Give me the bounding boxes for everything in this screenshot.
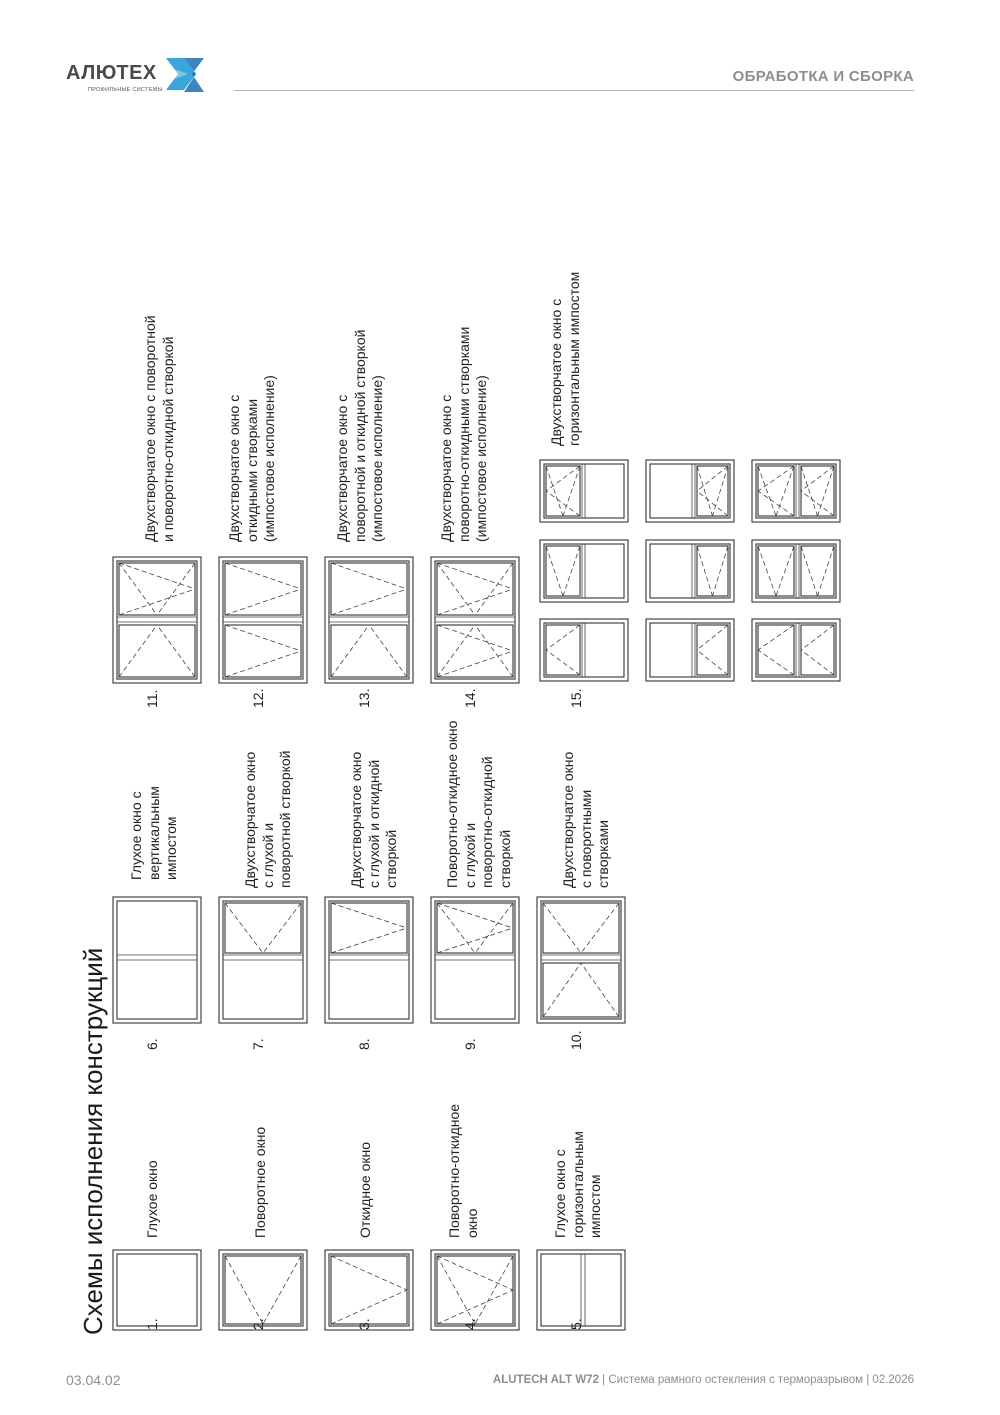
opening-line [758, 650, 794, 675]
window-sash [546, 625, 580, 675]
window-sash [225, 1256, 301, 1324]
window-sash [758, 625, 794, 675]
opening-line [776, 466, 794, 516]
opening-line [225, 903, 263, 953]
opening-line [225, 563, 301, 589]
window-frame-inner [650, 544, 730, 598]
item-number: 8. [356, 1038, 372, 1050]
window-frame [646, 619, 734, 681]
opening-line [437, 625, 475, 677]
item-number: 6. [144, 1038, 160, 1050]
window-sash [543, 963, 619, 1017]
item-label: Двухстворчатое окно с поворотными створками [560, 751, 611, 888]
opening-line [437, 563, 513, 589]
window-frame-inner [544, 464, 624, 518]
opening-line [801, 491, 834, 516]
window-sash [331, 903, 407, 953]
opening-line [437, 563, 475, 615]
item-number: 15. [568, 688, 584, 708]
window-frame-inner [435, 561, 515, 679]
window-frame-inner [223, 561, 303, 679]
opening-line [818, 546, 835, 596]
window-sash [225, 903, 301, 953]
footer-product: ALUTECH ALT W72 [492, 1374, 599, 1386]
window-frame [540, 460, 628, 522]
window-sash [758, 466, 794, 516]
opening-line [475, 903, 513, 953]
opening-line [157, 563, 195, 615]
opening-line [225, 589, 301, 615]
window-sash [546, 466, 580, 516]
window-sash [697, 546, 728, 596]
item-label: Двухстворчатое окно с поворотно-откидными створками (импостовое исполнение) [438, 326, 489, 542]
opening-line [697, 546, 713, 596]
opening-line [225, 1256, 263, 1324]
window-frame-inner [435, 1254, 515, 1326]
item-label: Глухое окно с вертикальным импостом [128, 786, 179, 880]
opening-line [818, 466, 835, 516]
item-label: Поворотно-откидное окно [446, 1103, 480, 1238]
opening-line [546, 466, 563, 516]
opening-line [437, 928, 513, 953]
item-label: Двухстворчатое окно с поворотной и откидной створкой (импостовое исполнение) [334, 329, 385, 542]
opening-line [369, 625, 407, 677]
item-number: 5. [568, 1318, 584, 1330]
opening-line [546, 650, 580, 675]
item-number: 9. [462, 1038, 478, 1050]
window-sash [437, 625, 513, 677]
window-sash [119, 625, 195, 677]
opening-line [758, 625, 794, 650]
opening-line [331, 625, 369, 677]
window-sash [697, 466, 728, 516]
opening-line [331, 563, 407, 589]
window-frame-inner [544, 623, 624, 677]
window-frame-inner [117, 561, 197, 679]
item-number: 3. [356, 1318, 372, 1330]
opening-line [119, 563, 195, 589]
window-frame-inner [329, 561, 409, 679]
item-label: Двухстворчатое окно с глухой и поворотной створкой [242, 750, 293, 888]
opening-line [801, 546, 818, 596]
window-sash [331, 625, 407, 677]
opening-line [581, 963, 619, 1017]
window-sash [758, 546, 794, 596]
opening-line [546, 466, 580, 491]
opening-line [697, 625, 728, 650]
opening-line [437, 1256, 475, 1324]
window-frame [646, 460, 734, 522]
opening-line [758, 491, 794, 516]
opening-line [119, 563, 157, 615]
window-sash [437, 1256, 513, 1324]
window-sash [801, 625, 834, 675]
window-frame-inner [544, 544, 624, 598]
item-label: Двухстворчатое окно с поворотной и поворотно-откидной створкой [142, 315, 176, 542]
window-sash [697, 625, 728, 675]
opening-line [581, 903, 619, 953]
window-frame-inner [650, 623, 730, 677]
window-sash [543, 903, 619, 953]
window-frame-inner [117, 1254, 197, 1326]
item-number: 4. [462, 1318, 478, 1330]
item-label: Глухое окно с горизонтальным импостом [552, 1131, 603, 1238]
item-label: Поворотно-откидное окно с глухой и поворотно-откидной створкой [444, 720, 513, 888]
opening-line [713, 546, 729, 596]
opening-line [697, 466, 713, 516]
item-number: 2. [250, 1318, 266, 1330]
opening-line [801, 650, 834, 675]
opening-line [546, 625, 580, 650]
window-sash [331, 1256, 407, 1324]
item-number: 14. [462, 688, 478, 708]
window-sash [801, 546, 834, 596]
logo-subtitle: ПРОФИЛЬНЫЕ СИСТЕМЫ [88, 87, 163, 93]
window-frame-inner [223, 1254, 303, 1326]
opening-line [697, 491, 728, 516]
opening-line [119, 589, 195, 615]
item-number: 12. [250, 688, 266, 708]
opening-line [437, 1256, 513, 1290]
opening-line [263, 903, 301, 953]
opening-line [331, 1256, 407, 1290]
window-sash [437, 563, 513, 615]
opening-line [563, 466, 580, 516]
item-number: 1. [144, 1318, 160, 1330]
window-frame-inner [329, 1254, 409, 1326]
section-title: ОБРАБОТКА И СБОРКА [732, 68, 914, 85]
logo-wordmark: АЛЮТЕХ [66, 62, 157, 84]
window-sash [225, 563, 301, 615]
page-title: Схемы исполнения конструкций [78, 947, 108, 1335]
item-label: Глухое окно [144, 1160, 160, 1238]
opening-line [331, 928, 407, 953]
opening-line [119, 625, 157, 677]
opening-line [801, 625, 834, 650]
opening-line [543, 903, 581, 953]
item-number: 13. [356, 688, 372, 708]
window-frame [540, 540, 628, 602]
opening-line [801, 466, 818, 516]
opening-line [331, 589, 407, 615]
footer-product-line [493, 1374, 914, 1386]
footer-description: | Система рамного остекления с терморазрывом | 02.2026 [598, 1374, 914, 1386]
window-frame [540, 619, 628, 681]
opening-line [697, 466, 728, 491]
opening-line [437, 903, 475, 953]
window-frame [646, 540, 734, 602]
opening-line [758, 466, 776, 516]
window-sash [546, 546, 580, 596]
page-code: 03.04.02 [66, 1372, 121, 1388]
opening-line [546, 546, 563, 596]
item-label: Откидное окно [357, 1141, 373, 1238]
opening-line [475, 563, 513, 615]
window-sash [331, 563, 407, 615]
opening-line [758, 466, 794, 491]
opening-line [225, 651, 301, 677]
item-label: Двухстворчатое окно с горизонтальным импостом [548, 271, 582, 446]
opening-line [563, 546, 580, 596]
window-frame-inner [650, 464, 730, 518]
item-number: 11. [144, 689, 160, 708]
opening-line [776, 546, 794, 596]
opening-line [157, 625, 195, 677]
opening-line [437, 625, 513, 651]
opening-line [697, 650, 728, 675]
opening-line [225, 625, 301, 651]
opening-line [437, 589, 513, 615]
opening-line [437, 903, 513, 928]
opening-line [437, 651, 513, 677]
opening-line [546, 491, 580, 516]
item-label: Двухстворчатое окно с откидными створками (импостовое исполнение) [226, 375, 277, 542]
opening-line [801, 466, 834, 491]
item-number: 10. [568, 1030, 584, 1050]
window-sash [437, 903, 513, 953]
opening-line [543, 963, 581, 1017]
opening-line [475, 1256, 513, 1324]
window-sash [119, 563, 195, 615]
opening-line [758, 546, 776, 596]
item-label: Поворотное окно [252, 1126, 268, 1238]
opening-line [713, 466, 729, 516]
item-label: Двухстворчатое окно с глухой и откидной створкой [348, 751, 399, 888]
opening-line [475, 625, 513, 677]
window-sash [225, 625, 301, 677]
opening-line [331, 903, 407, 928]
opening-line [263, 1256, 301, 1324]
window-sash [801, 466, 834, 516]
item-number: 7. [250, 1038, 266, 1050]
